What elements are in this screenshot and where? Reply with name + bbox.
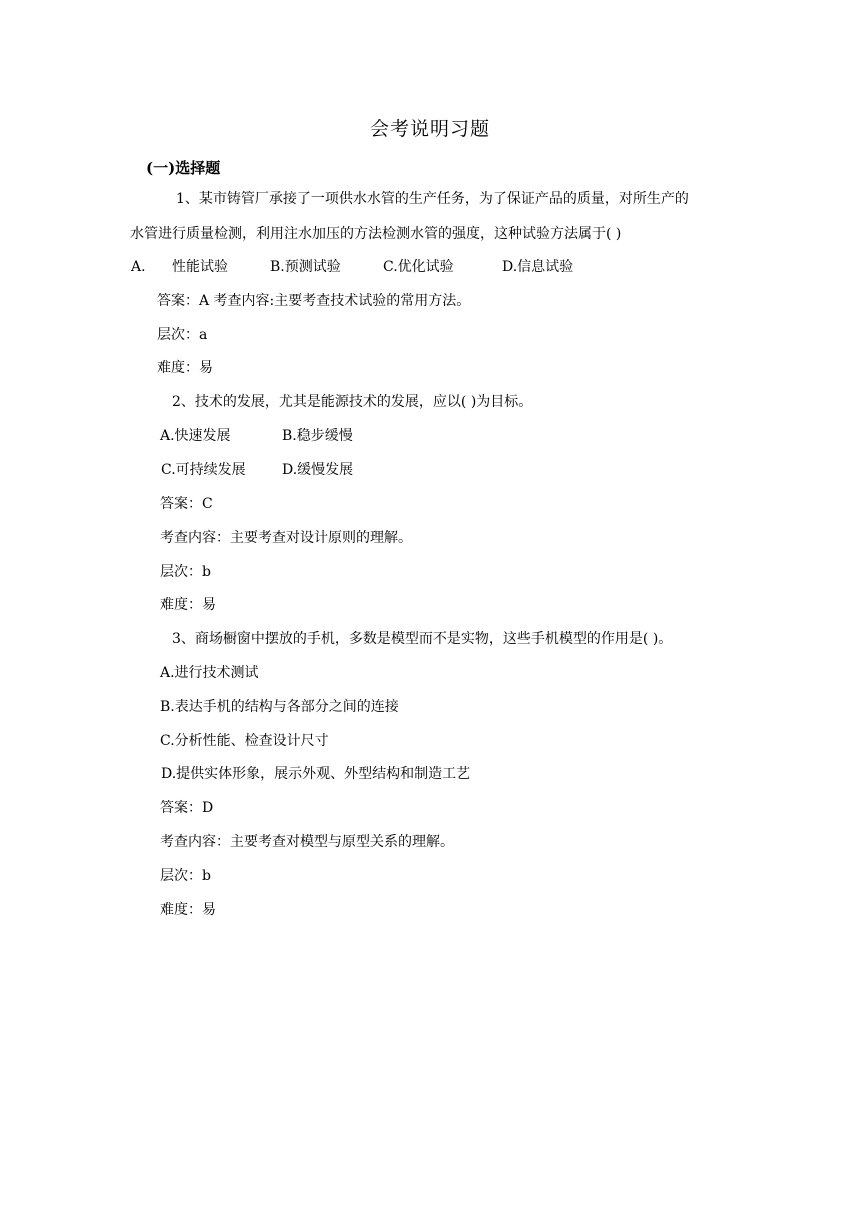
- q1-difficulty: 难度：易: [157, 360, 213, 376]
- q2-options-row-1: [0, 426, 860, 446]
- q1-stem-line-1: 1、某市铸管厂承接了一项供水水管的生产任务，为了保证产品的质量，对所生产的: [176, 191, 689, 207]
- q3-stem: 3、商场橱窗中摆放的手机，多数是模型而不是实物，这些手机模型的作用是( )。: [172, 631, 673, 647]
- q1-answer: 答案：A 考查内容:主要考查技术试验的常用方法。: [157, 293, 471, 309]
- q3-answer: 答案：D: [160, 800, 214, 816]
- q1-option-a-text: 性能试验: [172, 259, 228, 275]
- q3-option-c: C.分析性能、检查设计尺寸: [160, 733, 329, 749]
- q1-option-c: C.优化试验: [383, 259, 454, 275]
- q3-level: 层次：b: [160, 868, 211, 884]
- q1-option-a-letter: A.: [131, 259, 146, 275]
- q3-difficulty: 难度：易: [160, 902, 216, 918]
- q1-option-d: D.信息试验: [502, 259, 574, 275]
- section-heading: (一)选择题: [146, 159, 221, 177]
- q2-stem: 2、技术的发展，尤其是能源技术的发展，应以( )为目标。: [172, 394, 533, 410]
- q2-content: 考查内容：主要考查对设计原则的理解。: [160, 530, 412, 546]
- q3-option-d: D.提供实体形象，展示外观、外型结构和制造工艺: [161, 766, 471, 782]
- q2-level: 层次：b: [160, 564, 211, 580]
- q2-options-row-2: [0, 460, 860, 480]
- q1-options: [0, 257, 860, 277]
- q2-option-b: B.稳步缓慢: [282, 428, 353, 444]
- q1-option-b: B.预测试验: [270, 259, 341, 275]
- q3-option-a: A.进行技术测试: [160, 665, 259, 681]
- q1-stem-line-2: 水管进行质量检测，利用注水加压的方法检测水管的强度，这种试验方法属于( ): [130, 226, 622, 242]
- q1-level: 层次：a: [157, 327, 208, 343]
- q3-content: 考查内容：主要考查对模型与原型关系的理解。: [160, 834, 454, 850]
- q2-option-d: D.缓慢发展: [282, 462, 354, 478]
- page-title: 会考说明习题: [369, 118, 490, 140]
- q2-difficulty: 难度：易: [160, 597, 216, 613]
- q2-option-c: C.可持续发展: [161, 462, 246, 478]
- q2-answer: 答案：C: [160, 496, 213, 512]
- q3-option-b: B.表达手机的结构与各部分之间的连接: [160, 699, 399, 715]
- q2-option-a: A.快速发展: [160, 428, 231, 444]
